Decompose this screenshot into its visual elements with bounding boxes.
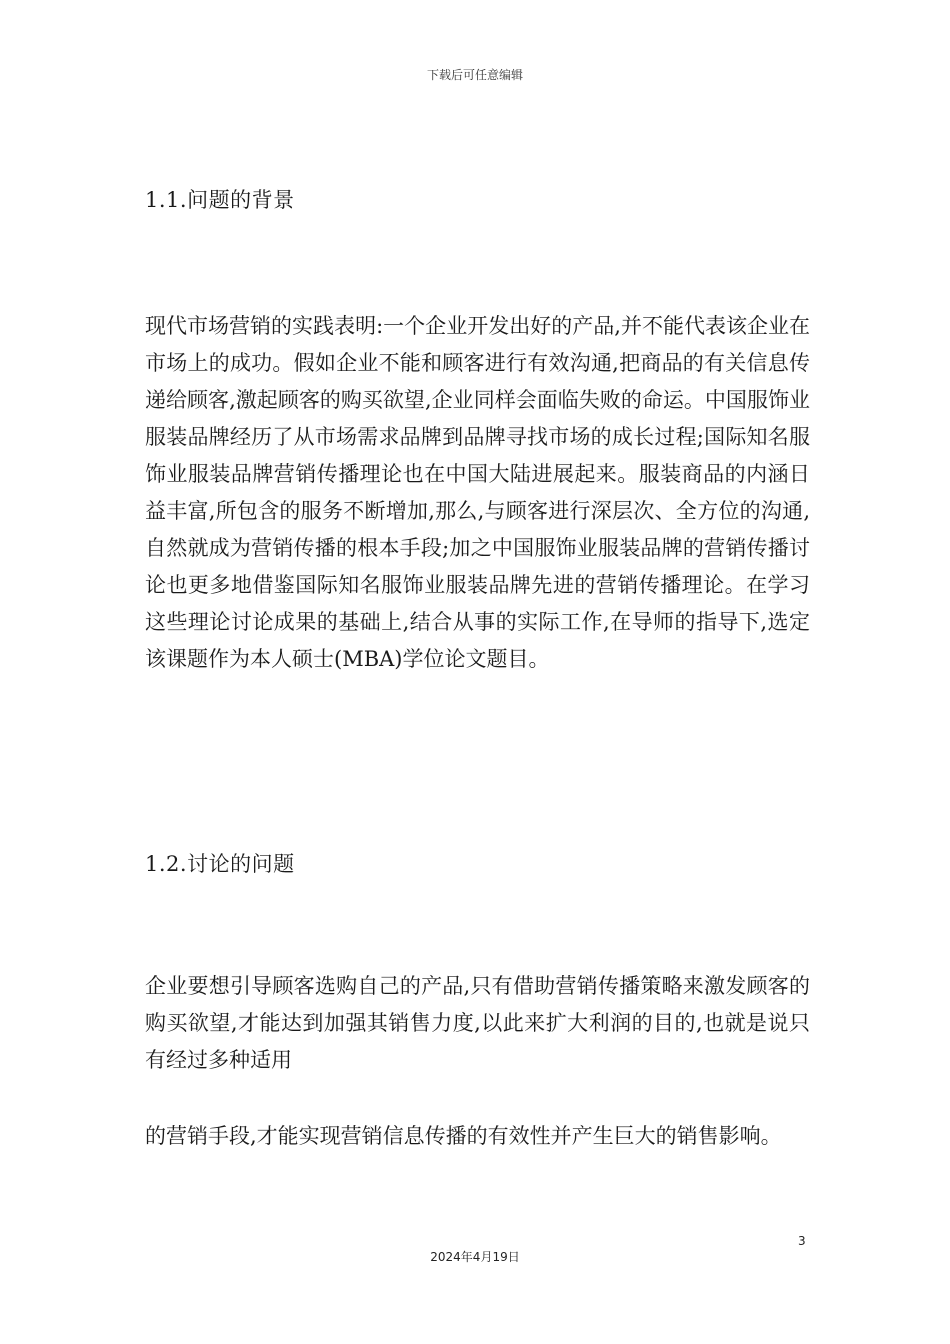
page-number: 3 bbox=[798, 1234, 806, 1248]
paragraph-questions-part1: 企业要想引导顾客选购自己的产品,只有借助营销传播策略来激发顾客的购买欲望,才能达到加强其销售力度,以此来扩大利润的目的,也就是说只有经过多种适用 bbox=[145, 974, 810, 1072]
paragraph-questions-part2: 的营销手段,才能实现营销信息传播的有效性并产生巨大的销售影响。 bbox=[145, 1124, 782, 1148]
footer-date: 2024年4月19日 bbox=[430, 1250, 520, 1264]
section-heading-background: 1.1.问题的背景 bbox=[145, 188, 295, 212]
section-heading-questions: 1.2.讨论的问题 bbox=[145, 852, 295, 876]
paragraph-background: 现代市场营销的实践表明:一个企业开发出好的产品,并不能代表该企业在市场上的成功。假如企业不能和顾客进行有效沟通,把商品的有关信息传递给顾客,激起顾客的购买欲望,企业同样会面临失败的命运。中国服饰业服装品牌经历了从市场需求品牌到品牌寻找市场的成长过程;国际知名服饰业服装品牌营销传播理论也在中国大陆进展起来。服装商品的内涵日益丰富,所包含的服务不断增加,那么,与顾客进行深层次、全方位的沟通,自然就成为营销传播的根本手段;加之中国服饰业服装品牌的营销传播讨论也更多地借鉴国际知名服饰业服装品牌先进的营销传播理论。在学习这些理论讨论成果的基础上,结合从事的实际工作,在导师的指导下,选定该课题作为本人硕士(MBA)学位论文题目。 bbox=[145, 314, 810, 671]
page-header-note: 下载后可任意编辑 bbox=[426, 68, 523, 82]
